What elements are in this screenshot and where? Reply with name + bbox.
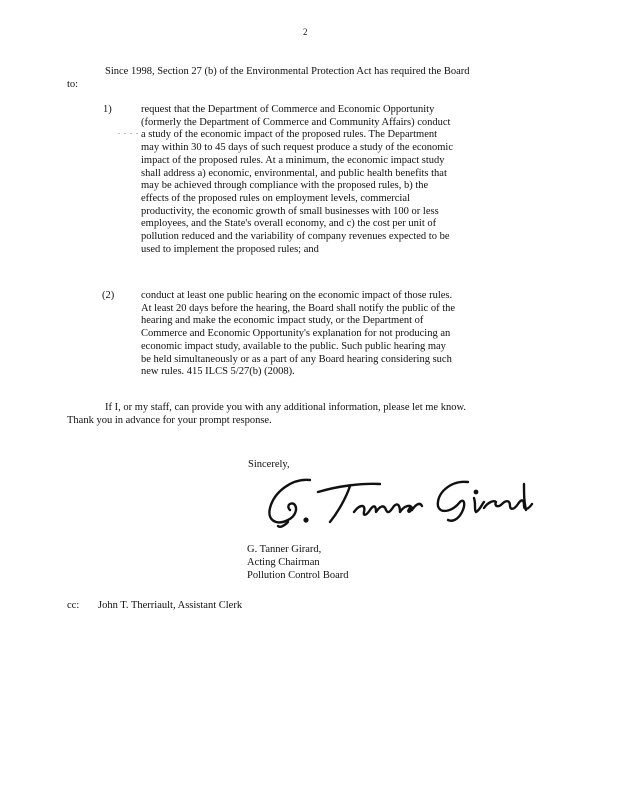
item-1-line: a study of the economic impact of the proposed rules. The Department — [141, 129, 438, 141]
closing-line-2: Thank you in advance for your prompt response. — [67, 415, 272, 426]
item-1-text — [141, 104, 453, 256]
item-1-number: 1) — [103, 104, 112, 115]
cc-label: cc: — [67, 600, 80, 611]
closing-line-1: If I, or my staff, can provide you with any additional information, please let me know. — [105, 402, 466, 413]
item-1-line: may within 30 to 45 days of such request produce a study of the economic — [141, 142, 454, 154]
item-2-line: economic impact study, available to the public. Such public hearing may — [141, 340, 446, 352]
item-2-line: be held simultaneously or as a part of any Board hearing considering such — [141, 353, 452, 365]
page-number: 2 — [303, 27, 308, 37]
item-1-line: shall address a) economic, environmental, and public health benefits that — [141, 167, 447, 179]
item-2-line: At least 20 days before the hearing, the Board shall notify the public of the — [141, 302, 456, 314]
item-2-line: hearing and make the economic impact study, or the Department of — [141, 315, 424, 327]
item-1-line: used to implement the proposed rules; and — [141, 243, 319, 255]
sign-off: Sincerely, — [248, 459, 290, 470]
item-1-line: productivity, the economic growth of small businesses with 100 or less — [141, 205, 439, 217]
item-1-line: may be achieved through compliance with the proposed rules, b) the — [141, 180, 429, 192]
handwritten-signature — [262, 470, 547, 532]
intro-line-2: to: — [67, 79, 79, 90]
signatory-title: Acting Chairman — [247, 557, 320, 568]
item-1-line: effects of the proposed rules on employment levels, commercial — [141, 192, 410, 204]
item-1-line: (formerly the Department of Commerce and Community Affairs) conduct — [141, 116, 451, 128]
item-1-line: request that the Department of Commerce and Economic Opportunity — [141, 104, 435, 115]
item-2-number: (2) — [102, 290, 115, 301]
intro-line-1: Since 1998, Section 27 (b) of the Environmental Protection Act has required the Board — [105, 66, 470, 77]
signatory-organization: Pollution Control Board — [247, 570, 349, 581]
item-2-line: conduct at least one public hearing on the economic impact of those rules. — [141, 290, 453, 301]
item-2-line: Commerce and Economic Opportunity's explanation for not producing an — [141, 328, 451, 340]
item-1-line: pollution reduced and the variability of company revenues expected to be — [141, 231, 450, 243]
item-2-text — [141, 290, 455, 379]
signatory-name: G. Tanner Girard, — [247, 544, 322, 555]
item-1-line: employees, and the State's overall economy, and c) the cost per unit of — [141, 218, 437, 230]
scan-mark: . . . . — [118, 127, 139, 136]
cc-recipient: John T. Therriault, Assistant Clerk — [98, 600, 243, 611]
item-1-line: impact of the proposed rules. At a minimum, the economic impact study — [141, 154, 445, 166]
item-2-line: new rules. 415 ILCS 5/27(b) (2008). — [141, 366, 295, 378]
